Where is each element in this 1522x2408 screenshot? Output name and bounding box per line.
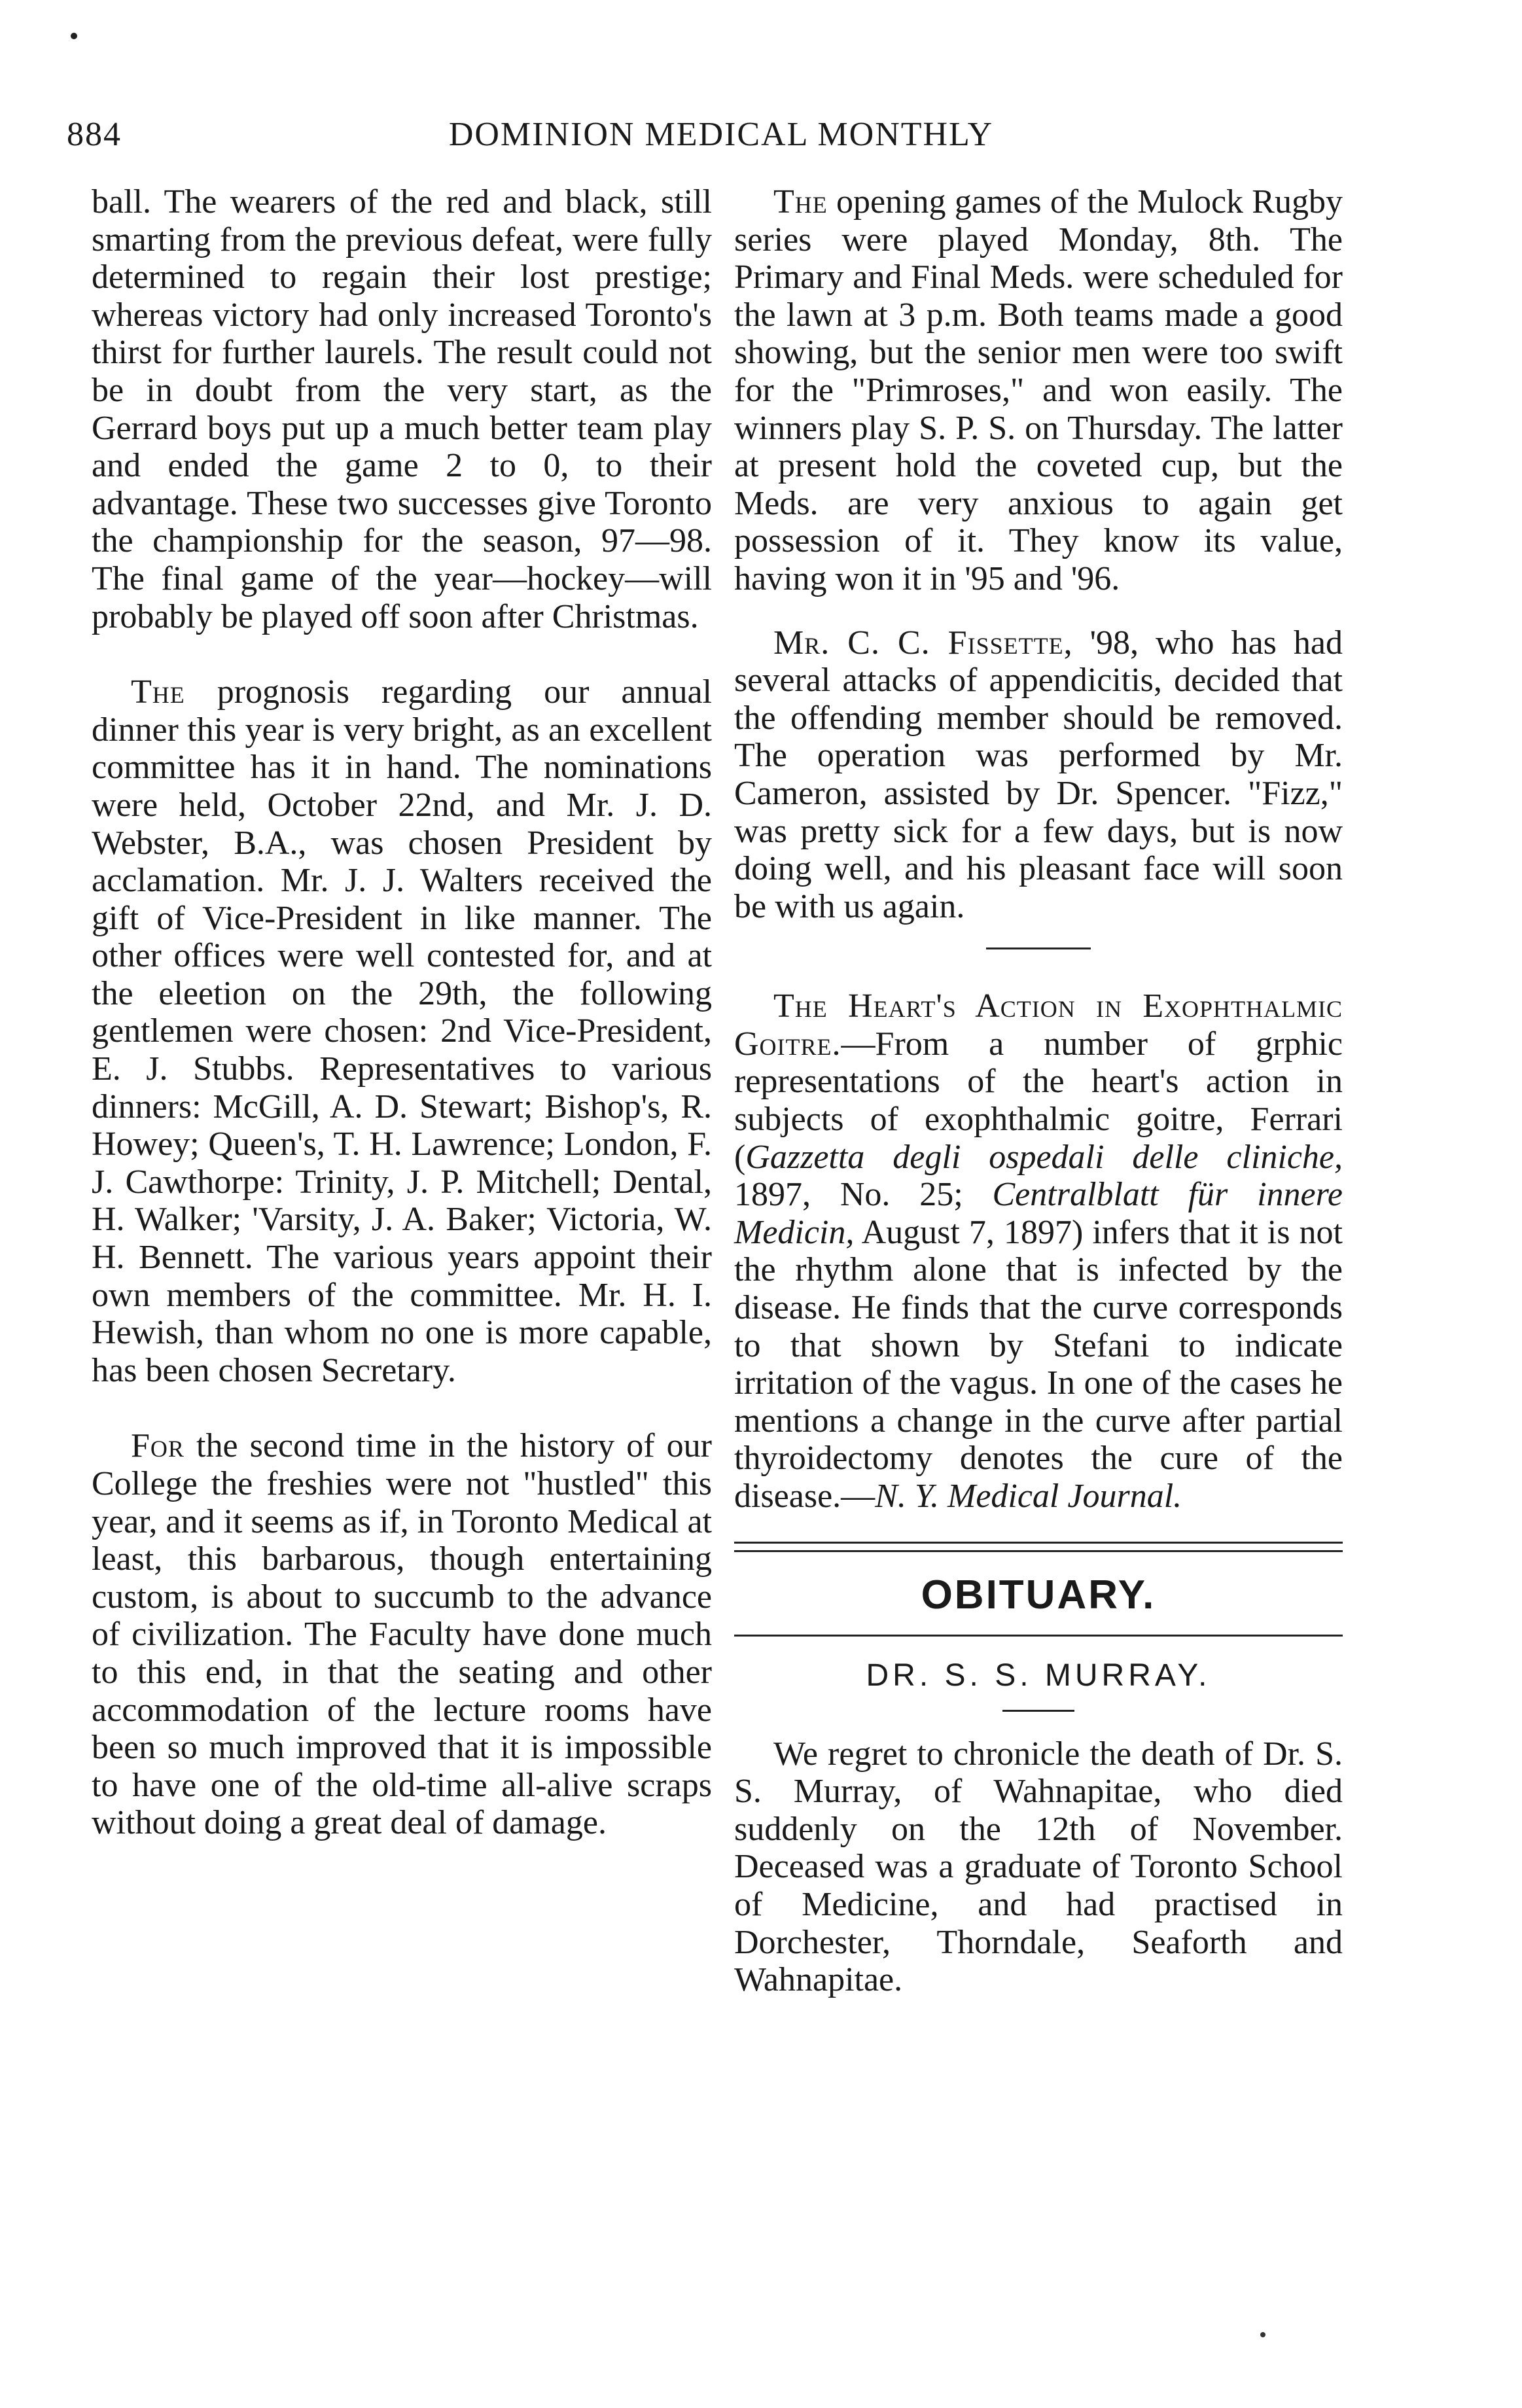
name-rule: [1002, 1710, 1074, 1712]
paragraph-lead: The: [773, 183, 828, 221]
paragraph-lead: For: [131, 1427, 185, 1465]
right-column: [734, 183, 1343, 1999]
page-number: 884: [67, 116, 122, 153]
obituary-name: DR. S. S. MURRAY.: [866, 1657, 1211, 1693]
paragraph-goitre: The Heart's Action in Exophthalmic Goitre.—From a number of grphic representations of the heart's action in subjects of exophthalmic goitre, Ferrari (Gazzetta degli ospedali delle cliniche, 1897, No. 25; Centralblatt für innere Medicin, August 7, 1897) infers that it is not the rhythm alone that is infected by the disease. He finds that the curve corresponds to that shown by Stefani to indicate irritation of the vagus. In one of the cases he mentions a change in the curve after partial thyroidectomy denotes the cure of the disease.—N. Y. Medical Journal.: [734, 987, 1343, 1515]
running-head: DOMINION MEDICAL MONTHLY: [448, 116, 994, 153]
citation-italic: Gazzetta degli ospedali delle cliniche,: [745, 1138, 1343, 1176]
paragraph-rugby: The opening games of the Mulock Rugby series were played Monday, 8th. The Primary and Final Meds. were scheduled for the lawn at 3 p.m. Both teams made a good showing, but the senior men were too swift for the "Primroses," and won easily. The winners play S. P. S. on Thursday. The latter at present hold the coveted cup, but the Meds. are very anxious to again get possession of it. They know its value, having won it in '95 and '96.: [734, 183, 1343, 597]
page-speck: [1260, 2332, 1265, 2337]
paragraph-dinner: The prognosis regarding our annual dinner this year is very bright, as an excellent committee has it in hand. The nominations were held, October 22nd, and Mr. J. D. Webster, B.A., was chosen President by acclamation. Mr. J. J. Walters received the gift of Vice-President in like manner. The other offices were well contested for, and at the eleetion on the 29th, the following gentlemen were chosen: 2nd Vice-President, E. J. Stubbs. Representatives to various dinners: McGill, A. D. Stewart; Bishop's, R. Howey; Queen's, T. H. Lawrence; London, F. J. Cawthorpe: Trinity, J. P. Mitchell; Dental, H. Walker; 'Varsity, J. A. Baker; Victoria, W. H. Bennett. The various years appoint their own members of the committee. Mr. H. I. Hewish, than whom no one is more capable, has been chosen Secretary.: [92, 673, 712, 1389]
paragraph-lead: The: [131, 673, 185, 711]
heading-rule: [734, 1635, 1343, 1637]
page-mark: [71, 33, 77, 39]
paragraph-lead: Mr. C. C. Fissette,: [773, 624, 1073, 662]
double-rule-divider: [734, 1542, 1343, 1552]
obituary-heading: OBITUARY.: [921, 1572, 1156, 1618]
page-header: [67, 110, 1349, 169]
paragraph-fissette: Mr. C. C. Fissette, '98, who has had several attacks of appendicitis, decided that the offending member should be removed. The operation was performed by Mr. Cameron, assisted by Dr. Spencer. "Fizz," was pretty sick for a few days, but is now doing well, and his pleasant face will soon be with us again.: [734, 624, 1343, 925]
left-column: [92, 183, 712, 1842]
paragraph-freshies: For the second time in the history of our College the freshies were not "hustled" this year, and it seems as if, in Toronto Medical at least, this barbarous, though entertaining custom, is about to succumb to the advance of civilization. The Faculty have done much to this end, in that the seating and other accommodation of the lecture rooms have been so much improved that it is impossible to have one of the old-time all-alive scraps without doing a great deal of damage.: [92, 1427, 712, 1842]
source-italic: N. Y. Medical Journal.: [875, 1478, 1182, 1515]
paragraph-lead: The Heart's Action in Exophthalmic Goitre.: [734, 987, 1343, 1063]
paragraph-football: ball. The wearers of the red and black, still smarting from the previous defeat, were fully determined to regain their lost prestige; whereas victory had only increased Toronto's thirst for further laurels. The result could not be in doubt from the very start, as the Gerrard boys put up a much better team play and ended the game 2 to 0, to their advantage. These two successes give Toronto the championship for the season, 97—98. The final game of the year—hockey—will probably be played off soon after Christmas.: [92, 183, 712, 635]
obituary-text: We regret to chronicle the death of Dr. S. S. Murray, of Wahnapitae, who died suddenly on the 12th of November. Deceased was a graduate of Toronto School of Medicine, and had practised in Dorchester, Thorndale, Seaforth and Wahnapitae.: [734, 1735, 1343, 1999]
citation-italic: Centralblatt für innere Medicin,: [734, 1176, 1343, 1251]
